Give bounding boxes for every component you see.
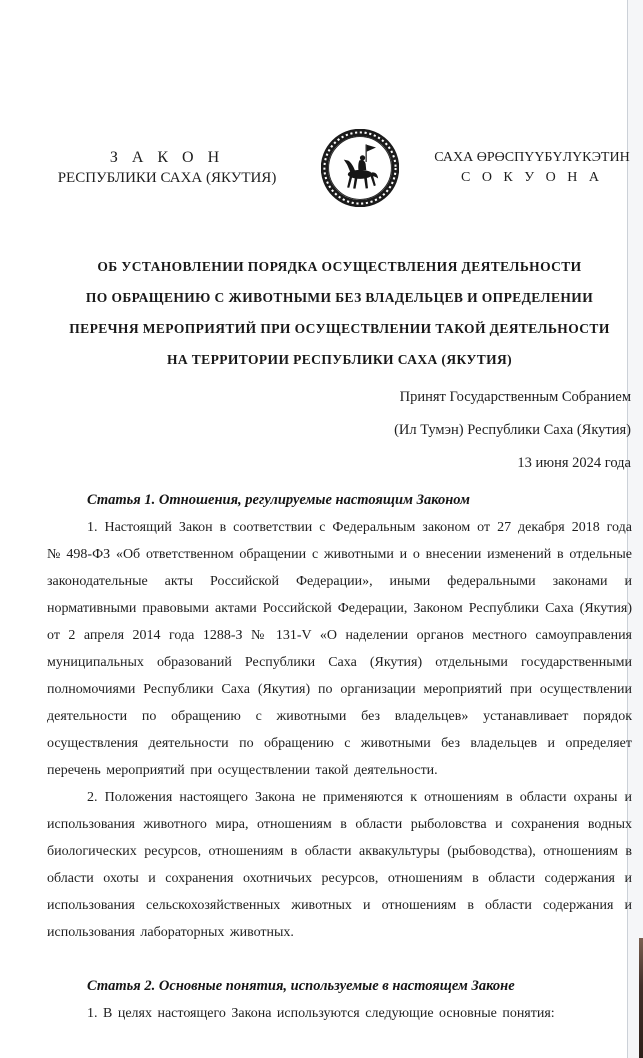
letterhead-republic-name-sakha: САХА ӨРӨСПҮҮБҮЛҮКЭТИН xyxy=(434,150,630,165)
letterhead-word-zakon: З А К О Н xyxy=(109,149,225,166)
letterhead-right-yakut xyxy=(432,148,632,188)
law-title-line-2: ПО ОБРАЩЕНИЮ С ЖИВОТНЫМИ БЕЗ ВЛАДЕЛЬЦЕВ И ОПРЕДЕЛЕНИИ xyxy=(85,290,594,305)
law-title-line-1: ОБ УСТАНОВЛЕНИИ ПОРЯДКА ОСУЩЕСТВЛЕНИЯ ДЕЯТЕЛЬНОСТИ xyxy=(97,259,582,274)
letterhead-republic-name-ru: РЕСПУБЛИКИ САХА (ЯКУТИЯ) xyxy=(57,170,277,186)
law-title xyxy=(47,251,632,375)
adoption-date: 13 июня 2024 года xyxy=(517,455,631,471)
article-1-heading: Статья 1. Отношения, регулируемые настоящим Законом xyxy=(87,492,470,508)
letterhead xyxy=(47,129,632,207)
adoption-line-2: (Ил Тумэн) Республики Саха (Якутия) xyxy=(394,422,631,438)
horse-rider-seal-icon xyxy=(321,129,399,207)
adoption-note xyxy=(47,381,632,480)
letterhead-left-russian xyxy=(47,148,287,188)
law-title-line-4: НА ТЕРРИТОРИИ РЕСПУБЛИКИ САХА (ЯКУТИЯ) xyxy=(166,352,513,367)
state-seal-emblem xyxy=(321,129,399,207)
scan-corner-shadow xyxy=(639,938,643,1058)
document-content xyxy=(47,0,632,1027)
letterhead-word-sokuona: С О К У О Н А xyxy=(460,170,604,185)
law-title-line-3: ПЕРЕЧНЯ МЕРОПРИЯТИЙ ПРИ ОСУЩЕСТВЛЕНИИ ТАКОЙ ДЕЯТЕЛЬНОСТИ xyxy=(69,321,610,336)
adoption-line-1: Принят Государственным Собранием xyxy=(399,389,631,405)
article-1-paragraph-2: 2. Положения настоящего Закона не применяются к отношениям в области охраны и использования животного мира, отношениям в области рыболовства и сохранения водных биологических ресурсов, отношениям в области аквакультуры (рыбоводства), отношениям в области охоты и сохранения охотничьих ресурсов, отношениям в области содержания и использования сельскохозяйственных животных и отношениям в области содержания и использования лабораторных животных. xyxy=(47,790,632,940)
article-2-heading: Статья 2. Основные понятия, используемые в настоящем Законе xyxy=(87,978,515,994)
article-2-paragraph-1: 1. В целях настоящего Закона используются следующие основные понятия: xyxy=(87,1006,555,1021)
article-1-paragraph-1: 1. Настоящий Закон в соответствии с Федеральным законом от 27 декабря 2018 года № 498-ФЗ «Об ответственном обращении с животными и о внесении изменений в отдельные законодательные акты Российской Федерации», иными федеральными законами и нормативными правовыми актами Российской Федерации, Законом Республики Саха (Якутия) от 2 апреля 2014 года 1288-З № 131-V «О наделении органов местного самоуправления муниципальных образований Республики Саха (Якутия) отдельными государственными полномочиями Республики Саха (Якутия) по организации мероприятий при осуществлении деятельности по обращению с животными без владельцев» устанавливает порядок осуществления деятельности по обращению с животными без владельцев и определяет перечень мероприятий при осуществлении такой деятельности. xyxy=(47,520,632,778)
